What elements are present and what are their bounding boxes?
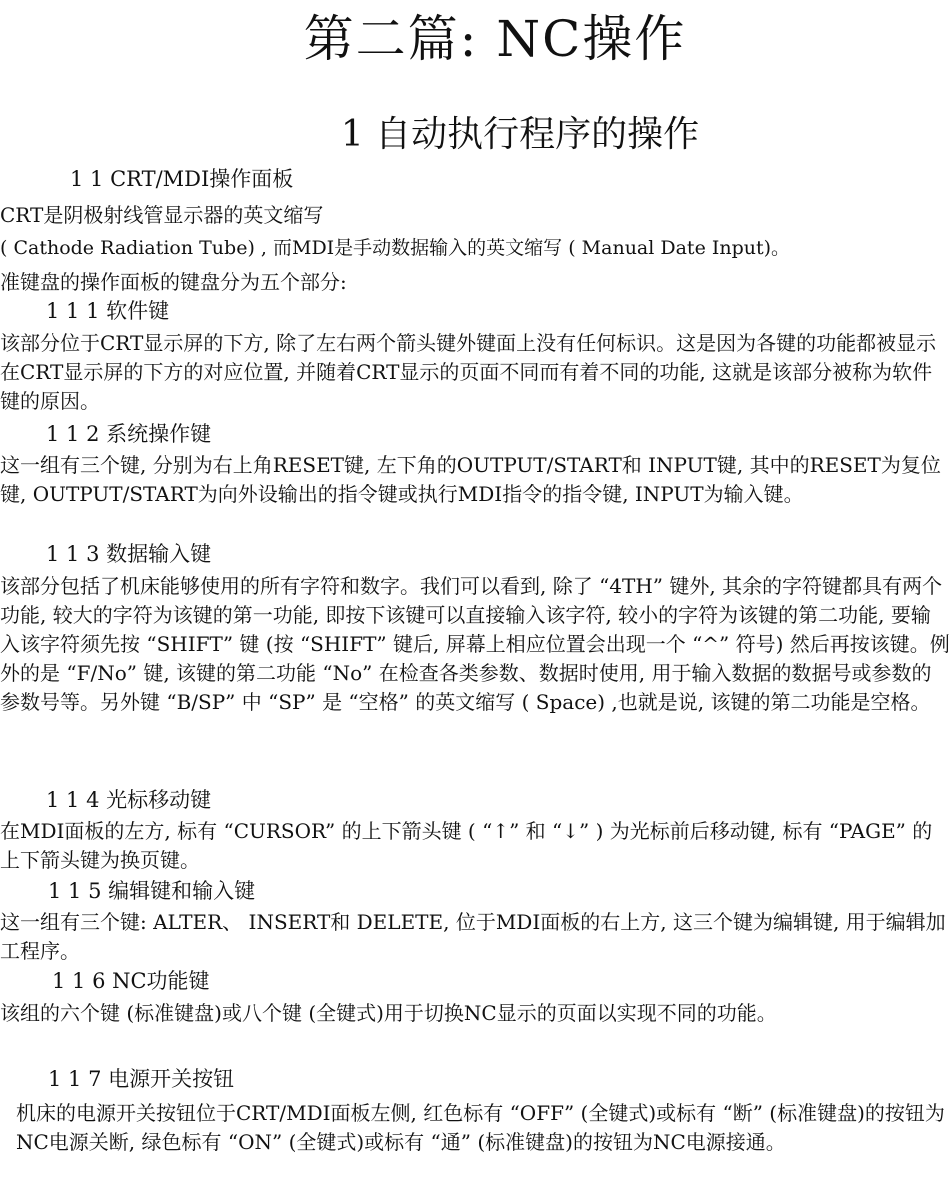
paragraph: 准键盘的操作面板的键盘分为五个部分: — [0, 270, 347, 294]
section-heading: 1 1 1 软件键 — [46, 299, 170, 323]
paragraph: ( Cathode Radiation Tube) , 而MDI是手动数据输入的英文缩写 ( Manual Date Input)。 — [0, 237, 791, 259]
section-heading: 1 1 3 数据输入键 — [46, 542, 212, 566]
chapter-title: 1 自动执行程序的操作 — [340, 114, 700, 155]
paragraph: 该组的六个键 (标准键盘)或八个键 (全键式)用于切换NC显示的页面以实现不同的功能。 — [0, 1001, 777, 1025]
section-heading: 1 1 5 编辑键和输入键 — [48, 879, 256, 903]
paragraph: 这一组有三个键, 分别为右上角RESET键, 左下角的OUTPUT/START和 INPUT键, 其中的RESET为复位键, OUTPUT/START为向外设输出的指令键或执行MDI指令的指令键, INPUT为输入键。 — [0, 453, 941, 506]
section-heading: 1 1 6 NC功能键 — [52, 969, 210, 993]
section-heading: 1 1 2 系统操作键 — [46, 422, 212, 446]
paragraph: CRT是阴极射线管显示器的英文缩写 — [0, 203, 324, 227]
paragraph: 机床的电源开关按钮位于CRT/MDI面板左侧, 红色标有 “OFF” (全键式)或标有 “断” (标准键盘)的按钮为NC电源关断, 绿色标有 “ON” (全键式)或标有 “通” (标准键盘)的按钮为NC电源接通。 — [16, 1101, 945, 1154]
paragraph: 该部分位于CRT显示屏的下方, 除了左右两个箭头键外键面上没有任何标识。这是因为各键的功能都被显示在CRT显示屏的下方的对应位置, 并随着CRT显示的页面不同而有着不同的功能, 这就是该部分被称为软件键的原因。 — [0, 331, 937, 413]
section-heading: 1 1 7 电源开关按钮 — [48, 1067, 235, 1091]
section-heading: 1 1 CRT/MDI操作面板 — [70, 167, 294, 191]
paragraph: 这一组有三个键: ALTER、 INSERT和 DELETE, 位于MDI面板的右上方, 这三个键为编辑键, 用于编辑加工程序。 — [0, 910, 946, 963]
paragraph: 在MDI面板的左方, 标有 “CURSOR” 的上下箭头键 ( “↑” 和 “↓” ) 为光标前后移动键, 标有 “PAGE” 的上下箭头键为换页键。 — [0, 819, 933, 872]
paragraph: 该部分包括了机床能够使用的所有字符和数字。我们可以看到, 除了 “4TH” 键外, 其余的字符键都具有两个功能, 较大的字符为该键的第一功能, 即按下该键可以直接输入该字符, 较小的字符为该键的第二功能, 要输入该字符须先按 “SHIFT” 键 (按 “SHIFT” 键后, 屏幕上相应位置会出现一个 “^” 符号) 然后再按该键。例外的是 “F/No” 键, 该键的第二功能 “No” 在检查各类参数、数据时使用, 用于输入数据的数据号或参数的参数号等。另外键 “B/SP” 中 “SP” 是 “空格” 的英文缩写 ( Space) ,也就是说, 该键的第二功能是空格。 — [0, 574, 950, 714]
section-heading: 1 1 4 光标移动键 — [46, 788, 212, 812]
part-title: 第二篇: NC操作 — [303, 10, 687, 68]
